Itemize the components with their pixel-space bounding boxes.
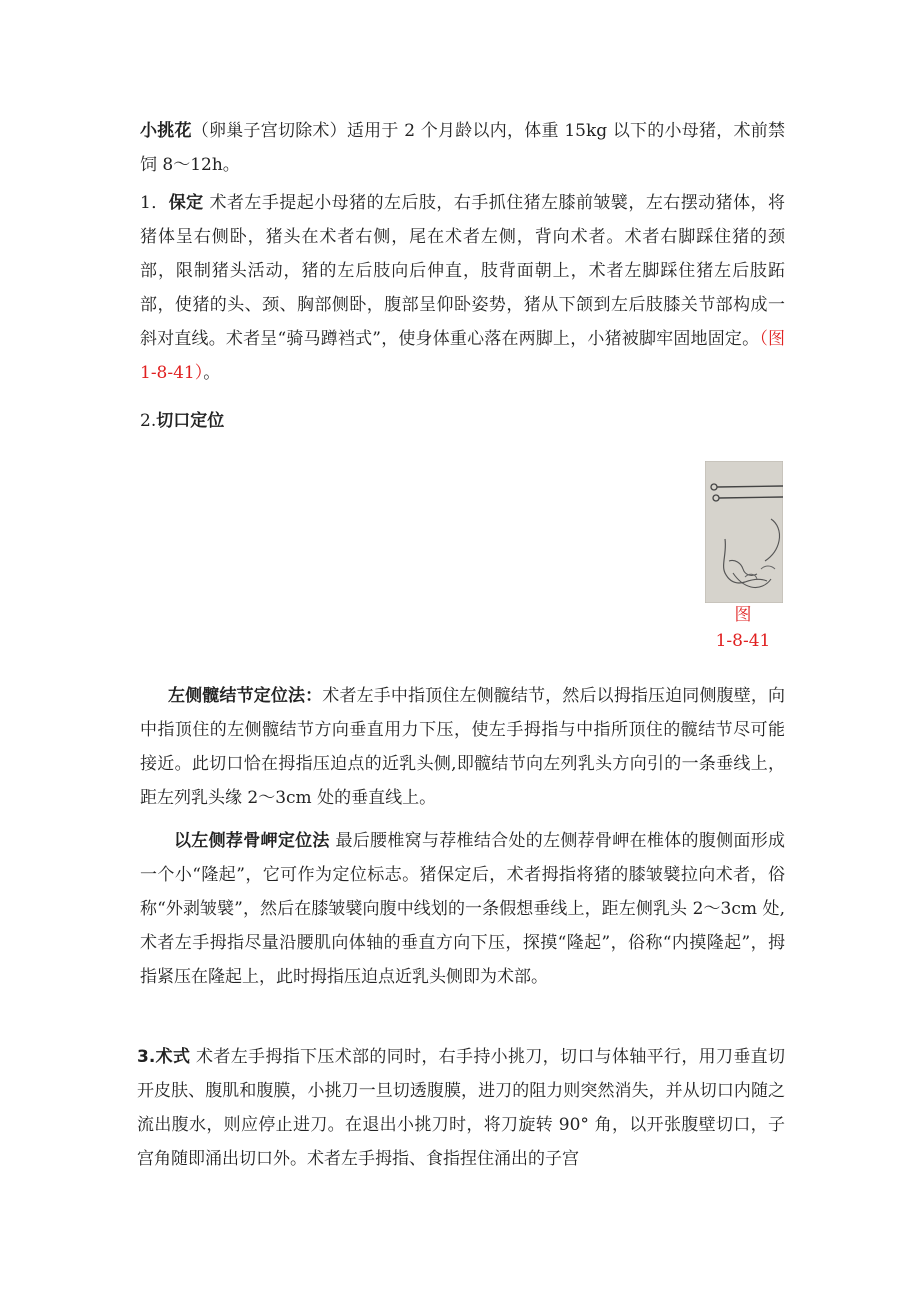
intro-text: （卵巢子宫切除术）适用于 2 个月龄以内，体重 15kg 以下的小母猪，术前禁饲 8～12h。 xyxy=(140,121,786,175)
kuanjie-text: 术者左手中指顶住左侧髋结节，然后以拇指压迫同侧腹壁，向中指顶住的左侧髋结节方向垂直用力下压，使左手拇指与中指所顶住的髋结节尽可能接近。此切口恰在拇指压迫点的近乳头侧,即髋结节向左列乳头方向引的一条垂线上，距左列乳头缘 2～3cm 处的垂直线上。 xyxy=(140,686,786,808)
shushi-paragraph xyxy=(137,1040,785,1176)
baoding-title: 保定 xyxy=(168,193,204,213)
shushi-title: 术式 xyxy=(155,1047,191,1067)
intro-paragraph xyxy=(140,114,785,182)
figure-image xyxy=(705,461,783,603)
kuanjie-paragraph xyxy=(140,679,785,815)
baoding-paragraph xyxy=(140,186,785,390)
figure-caption-number: 1-8-41 xyxy=(715,631,771,651)
qiekou-heading xyxy=(140,404,224,438)
shushi-text: 术者左手拇指下压术部的同时，右手持小挑刀，切口与体轴平行，用刀垂直切开皮肤、腹肌和腹膜，小挑刀一旦切透腹膜，进刀的阻力则突然消失，并从切口内随之流出腹水，则应停止进刀。在退出小挑刀时，将刀旋转 90° 角，以开张腹壁切口，子宫角随即涌出切口外。术者左手拇指、食指捏住涌出的子宫 xyxy=(137,1047,785,1169)
baoding-number: 1． xyxy=(140,193,169,213)
kuanjie-title: 左侧髋结节定位法： xyxy=(168,686,323,706)
jianjia-title: 以左侧荐骨岬定位法 xyxy=(174,831,330,851)
baoding-text: 术者左手提起小母猪的左后肢，右手抓住猪左膝前皱襞，左右摆动猪体，将猪体呈右侧卧，猪头在术者右侧，尾在术者左侧，背向术者。术者右脚踩住猪的颈部，限制猪头活动，猪的左后肢向后伸直，肢背面朝上，术者左脚踩住猪左后肢跖部，使猪的头、颈、胸部侧卧，腹部呈仰卧姿势，猪从下颌到左后肢膝关节部构成一斜对直线。术者呈“骑马蹲裆式”，使身体重心落在两脚上，小猪被脚牢固地固定。 xyxy=(140,193,785,349)
intro-title: 小挑花 xyxy=(140,121,192,141)
qiekou-title: 切口定位 xyxy=(156,411,225,431)
figure-reference: （图 1-8-41） xyxy=(140,329,785,383)
figure-caption xyxy=(708,602,778,654)
baoding-tail: 。 xyxy=(203,363,221,383)
jianjia-paragraph xyxy=(140,824,785,994)
shushi-number: 3. xyxy=(137,1047,156,1067)
jianjia-text: 最后腰椎窝与荐椎结合处的左侧荐骨岬在椎体的腹侧面形成一个小“隆起”，它可作为定位标志。猪保定后，术者拇指将猪的膝皱襞拉向术者，俗称“外剥皱襞”，然后在膝皱襞向腹中线划的一条假想垂线上，距左侧乳头 2～3cm 处,术者左手拇指尽量沿腰肌向体轴的垂直方向下压，探摸“隆起”，俗称“内摸隆起”，拇指紧压在隆起上，此时拇指压迫点近乳头侧即为术部。 xyxy=(140,831,786,987)
qiekou-number: 2. xyxy=(140,411,157,431)
figure-caption-label: 图 xyxy=(734,605,752,625)
